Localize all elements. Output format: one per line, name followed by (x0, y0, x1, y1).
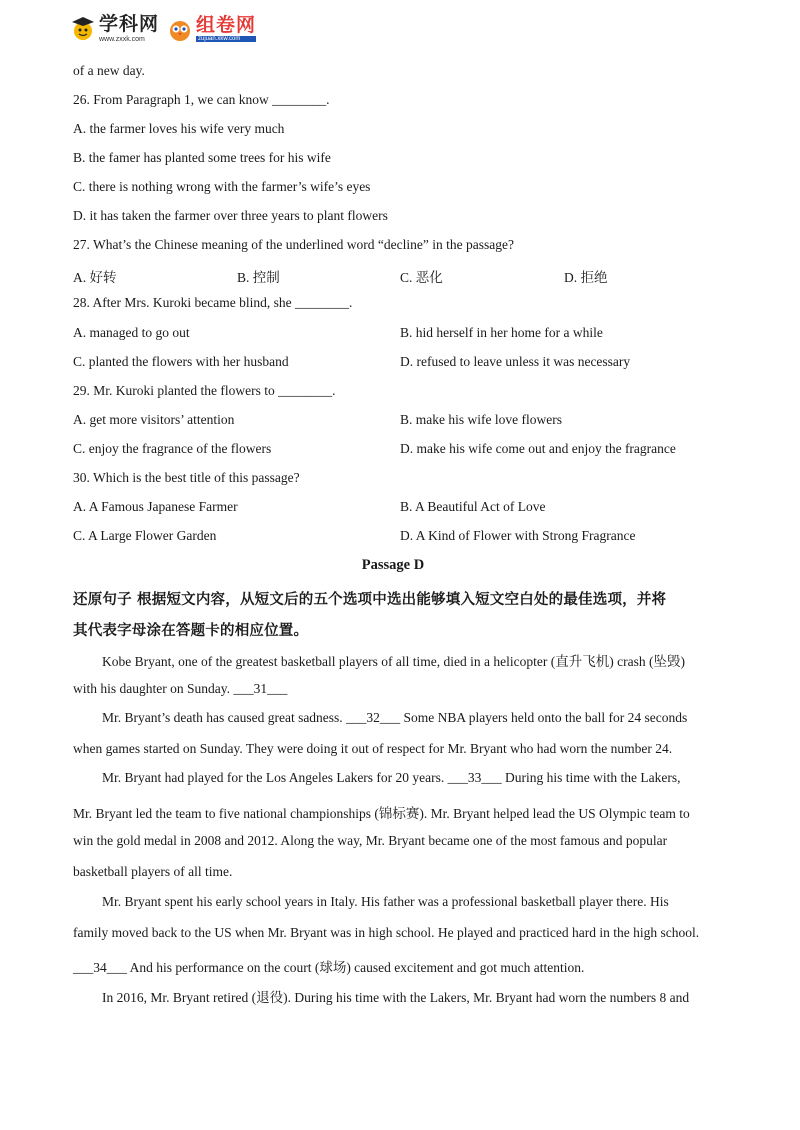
option-30d: D. A Kind of Flower with Strong Fragrance (400, 528, 636, 543)
passage-text: with his daughter on Sunday. (73, 681, 234, 696)
zxxk-logo-url: www.zxxk.com (99, 36, 145, 43)
passage-text: During his time with the Lakers, (501, 770, 681, 785)
passage-line (102, 770, 681, 786)
passage-text: Mr. Bryant’s death has caused great sadness. (102, 710, 347, 725)
zxxk-logo-title: 学科网 (99, 13, 160, 35)
option-26d: D. it has taken the farmer over three years to plant flowers (73, 208, 388, 223)
option-28d: D. refused to leave unless it was necessary (400, 354, 631, 369)
text-line: of a new day. (73, 63, 145, 78)
option-26a: A. the farmer loves his wife very much (73, 121, 285, 136)
passage-line: family moved back to the US when Mr. Bryant was in high school. He played and practiced hard in the high school. (73, 925, 700, 940)
option-29a: A. get more visitors’ attention (73, 412, 235, 427)
blank-33: ___33___ (447, 770, 502, 785)
option-29c: C. enjoy the fragrance of the flowers (73, 441, 272, 456)
passage-title: Passage D (361, 557, 425, 573)
passage-text: Some NBA players held onto the ball for 24 seconds (400, 710, 688, 725)
header-logo (70, 10, 264, 48)
blank-31: ___31___ (233, 681, 288, 696)
instruction-line-1: 还原句子 根据短文内容，从短文后的五个选项中选出能够填入短文空白处的最佳选项，并将 (73, 592, 667, 608)
option-28c: C. planted the flowers with her husband (73, 354, 289, 369)
instruction-line-2: 其代表字母涂在答题卡的相应位置。 (73, 623, 309, 639)
zujuan-logo-title: 组卷网 (196, 14, 257, 36)
option-27a: A. 好转 (73, 270, 117, 285)
passage-line (102, 710, 687, 726)
question-28: 28. After Mrs. Kuroki became blind, she ________. (73, 295, 353, 310)
blank-32: ___32___ (346, 710, 401, 725)
option-28a: A. managed to go out (73, 325, 190, 340)
passage-line: basketball players of all time. (73, 864, 233, 879)
blank-34: ___34___ (73, 960, 127, 975)
passage-line (73, 681, 287, 697)
zujuan-logo-url: zujuan.xkw.com (196, 36, 256, 42)
option-27b: B. 控制 (237, 270, 280, 285)
question-30: 30. Which is the best title of this passage? (73, 470, 300, 485)
option-27c: C. 恶化 (400, 270, 443, 285)
passage-text: And his performance on the court (球场) caused excitement and got much attention. (127, 960, 585, 975)
question-29: 29. Mr. Kuroki planted the flowers to ________. (73, 383, 336, 398)
option-30c: C. A Large Flower Garden (73, 528, 217, 543)
passage-line: when games started on Sunday. They were doing it out of respect for Mr. Bryant who had worn the number 24. (73, 741, 673, 756)
passage-line (73, 956, 584, 976)
passage-line: Mr. Bryant led the team to five national championships (锦标赛). Mr. Bryant helped lead the US Olympic team to (73, 806, 690, 821)
option-30a: A. A Famous Japanese Farmer (73, 499, 238, 514)
option-29b: B. make his wife love flowers (400, 412, 562, 427)
passage-line: In 2016, Mr. Bryant retired (退役). During his time with the Lakers, Mr. Bryant had worn the numbers 8 and (102, 990, 690, 1005)
question-27: 27. What’s the Chinese meaning of the underlined word “decline” in the passage? (73, 237, 514, 252)
passage-text: Mr. Bryant had played for the Los Angeles Lakers for 20 years. (102, 770, 448, 785)
option-26b: B. the famer has planted some trees for his wife (73, 150, 331, 165)
passage-line: Mr. Bryant spent his early school years in Italy. His father was a professional basketball player there. His (102, 894, 669, 909)
option-29d: D. make his wife come out and enjoy the fragrance (400, 441, 676, 456)
option-30b: B. A Beautiful Act of Love (400, 499, 546, 514)
passage-line: win the gold medal in 2008 and 2012. Along the way, Mr. Bryant became one of the most famous and popular (73, 833, 668, 848)
option-28b: B. hid herself in her home for a while (400, 325, 603, 340)
graduation-cap-icon (70, 16, 96, 42)
question-26: 26. From Paragraph 1, we can know ________. (73, 92, 330, 107)
owl-icon (167, 16, 193, 42)
zxxk-logo (70, 15, 159, 43)
option-26c: C. there is nothing wrong with the farmer’s wife’s eyes (73, 179, 371, 194)
option-27d: D. 拒绝 (564, 270, 608, 285)
zujuan-logo (167, 16, 256, 42)
passage-line: Kobe Bryant, one of the greatest basketball players of all time, died in a helicopter (直升飞机) crash (坠毁) (102, 654, 685, 669)
